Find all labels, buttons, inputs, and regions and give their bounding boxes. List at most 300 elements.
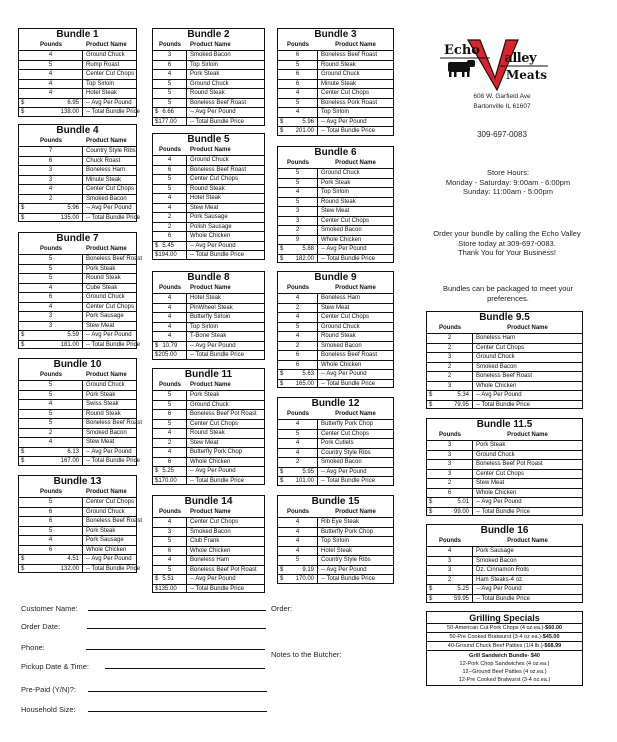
item-product: Round Steak bbox=[86, 410, 121, 417]
total-price-row bbox=[427, 507, 582, 517]
bundle-item-row bbox=[19, 175, 136, 185]
total-price-row bbox=[427, 594, 582, 604]
item-product: Center Cut Chops bbox=[321, 90, 370, 96]
avg-per-pound-row-value bbox=[153, 242, 187, 251]
item-product: Boneless Beef Roast bbox=[86, 256, 143, 262]
bundle-item-row bbox=[153, 555, 264, 565]
item-product: Whole Chicken bbox=[86, 546, 127, 553]
item-pounds: 3 bbox=[19, 312, 83, 321]
item-pounds: 5 bbox=[278, 198, 318, 207]
total-price-row-value bbox=[19, 565, 83, 573]
item-pounds: 5 bbox=[19, 410, 83, 419]
item-product: Ground Chuck bbox=[190, 80, 229, 87]
grill-item-text: 50-American Cut Pork Chops (4 oz.ea.)- bbox=[447, 625, 546, 631]
bundle-item-row bbox=[278, 429, 393, 439]
bundle-item-row bbox=[427, 469, 582, 479]
item-pounds: 3 bbox=[427, 460, 473, 469]
item-product: Butterfly Pork Chop bbox=[190, 449, 243, 455]
store-hours bbox=[425, 168, 591, 197]
item-pounds: 4 bbox=[153, 294, 187, 303]
price-value: 10.79 bbox=[162, 342, 178, 349]
item-pounds: 6 bbox=[19, 508, 83, 517]
bundle-item-row bbox=[19, 507, 136, 517]
avg-per-pound-row bbox=[427, 584, 582, 594]
bundle-item-row bbox=[427, 362, 582, 372]
bundle-item-row bbox=[278, 341, 393, 351]
notes-label: Notes to the Butcher: bbox=[271, 650, 342, 659]
price-value: 194.00 bbox=[158, 252, 177, 258]
item-pounds: 6 bbox=[153, 410, 187, 419]
item-product: Hotel Steak bbox=[321, 547, 353, 554]
item-pounds: 6 bbox=[19, 546, 83, 555]
product-header: Product Name bbox=[335, 42, 376, 48]
avg-per-pound-row-value bbox=[153, 342, 187, 351]
item-pounds: 4 bbox=[153, 313, 187, 322]
item-pounds: 3 bbox=[278, 217, 318, 226]
bundle-item-row bbox=[153, 322, 264, 332]
phone-field[interactable] bbox=[86, 649, 265, 650]
item-product: Smoked Bacon bbox=[86, 195, 127, 202]
price-value: 4.51 bbox=[67, 556, 79, 562]
item-product: Ground Chuck bbox=[86, 508, 125, 515]
product-header: Product Name bbox=[335, 509, 376, 515]
item-product: Ground Chuck bbox=[86, 382, 125, 388]
total-price-row-value bbox=[19, 108, 83, 116]
bundle-header-row bbox=[153, 381, 264, 390]
bundle-item-row bbox=[427, 478, 582, 488]
bundle-item-row bbox=[19, 283, 136, 293]
avg-per-pound-row-label: -- Avg Per Pound bbox=[321, 246, 367, 252]
prepaid-field[interactable] bbox=[88, 691, 267, 692]
item-pounds: 6 bbox=[153, 61, 187, 70]
bundle-item-row bbox=[153, 79, 264, 89]
currency-symbol: $ bbox=[155, 477, 159, 484]
currency-symbol: $ bbox=[21, 332, 25, 338]
total-price-row-value bbox=[19, 341, 83, 349]
currency-symbol: $ bbox=[280, 478, 284, 484]
price-value: 177.00 bbox=[158, 118, 177, 125]
order-date-field[interactable] bbox=[87, 628, 266, 629]
bundle-item-row bbox=[278, 360, 393, 370]
item-product: Chuck Roast bbox=[86, 157, 121, 164]
item-product: Boneless Beef Roast bbox=[321, 52, 378, 58]
item-product: Pork Steak bbox=[476, 442, 506, 448]
bundle-item-row bbox=[153, 312, 264, 322]
total-price-row-label: -- Total Bundle Price bbox=[86, 109, 140, 115]
avg-per-pound-row bbox=[153, 466, 264, 476]
item-pounds: 4 bbox=[278, 188, 318, 197]
item-pounds: 4 bbox=[19, 89, 83, 98]
avg-per-pound-row bbox=[278, 117, 393, 127]
avg-per-pound-row-value bbox=[19, 555, 83, 564]
total-price-row-label: -- Total Bundle Price bbox=[321, 478, 375, 484]
avg-per-pound-row bbox=[278, 244, 393, 254]
total-price-row-label: -- Total Bundle Price bbox=[321, 128, 375, 134]
avg-per-pound-row-value bbox=[278, 370, 318, 379]
item-pounds: 5 bbox=[19, 498, 83, 507]
item-product: Country Style Ribs bbox=[321, 557, 371, 563]
avg-per-pound-row-value bbox=[278, 468, 318, 477]
product-header: Product Name bbox=[190, 382, 231, 388]
price-value: 79.95 bbox=[453, 401, 469, 408]
bundle-title: Bundle 10 bbox=[53, 359, 102, 370]
item-pounds: 3 bbox=[153, 528, 187, 537]
item-product: Boneless Ham bbox=[86, 167, 126, 173]
currency-symbol: $ bbox=[21, 556, 25, 562]
item-product: Minute Steak bbox=[321, 80, 357, 87]
item-product: T-Bone Steak bbox=[190, 333, 227, 339]
bundle-item-row bbox=[278, 98, 393, 108]
item-pounds: 2 bbox=[153, 439, 187, 448]
logo-text-echo: Echo bbox=[444, 43, 480, 58]
total-price-row bbox=[278, 126, 393, 136]
item-product: Whole Chicken bbox=[190, 233, 231, 239]
item-product: Whole Chicken bbox=[321, 361, 362, 368]
total-price-row-label: -- Total Bundle Price bbox=[86, 565, 140, 572]
bundle-item-row bbox=[153, 428, 264, 438]
bundle-item-row bbox=[19, 535, 136, 545]
item-pounds: 5 bbox=[19, 265, 83, 274]
total-price-row bbox=[19, 564, 140, 574]
packaging-line-1: Bundles can be packaged to meet your bbox=[442, 284, 574, 293]
bundle-item-row bbox=[278, 350, 393, 360]
bundle-item-row bbox=[19, 273, 136, 283]
item-product: Swiss Steak bbox=[86, 401, 119, 407]
item-pounds: 5 bbox=[153, 566, 187, 575]
item-pounds: 4 bbox=[278, 528, 318, 537]
hours-title: Store Hours: bbox=[486, 168, 530, 177]
bundle-header-row bbox=[153, 284, 264, 293]
item-pounds: 4 bbox=[19, 70, 83, 79]
avg-per-pound-row-label: -- Avg Per Pound bbox=[321, 566, 367, 573]
price-value: 5.45 bbox=[162, 242, 175, 249]
bundle-item-row bbox=[278, 79, 393, 89]
item-product: Center Cut Chops bbox=[86, 303, 135, 310]
item-pounds: 2 bbox=[427, 576, 473, 585]
total-price-row-value bbox=[427, 401, 473, 409]
item-pounds: 4 bbox=[153, 556, 187, 565]
item-pounds: 3 bbox=[427, 382, 473, 391]
price-value: 5.63 bbox=[302, 371, 314, 377]
price-value: 138.00 bbox=[60, 109, 79, 115]
currency-symbol: $ bbox=[155, 252, 159, 258]
price-value: 182.00 bbox=[295, 255, 314, 262]
currency-symbol: $ bbox=[155, 118, 159, 125]
product-header: Product Name bbox=[190, 509, 231, 515]
item-product: Center Cut Chops bbox=[86, 71, 135, 77]
packaging-note bbox=[425, 284, 591, 303]
currency-symbol: $ bbox=[280, 128, 284, 134]
product-header: Product Name bbox=[507, 325, 548, 331]
item-product: Boneless Beef Roast bbox=[476, 373, 533, 379]
bundle-15-table bbox=[277, 495, 394, 584]
item-product: Boneless Beef Roast bbox=[86, 420, 143, 426]
item-product: Hotel Steak bbox=[86, 90, 118, 96]
item-pounds: 6 bbox=[278, 361, 318, 370]
bundle-item-row bbox=[19, 165, 136, 175]
bundle-item-row bbox=[427, 488, 582, 498]
bundle-title: Bundle 5 bbox=[187, 134, 230, 145]
price-value: 5.96 bbox=[67, 205, 79, 211]
bundle-item-row bbox=[278, 457, 393, 467]
bundle-item-row bbox=[153, 438, 264, 448]
item-pounds: 4 bbox=[153, 70, 187, 79]
bundle-item-row bbox=[153, 231, 264, 241]
item-pounds: 2 bbox=[427, 363, 473, 372]
item-product: Ground Chuck bbox=[321, 323, 360, 330]
item-pounds: 4 bbox=[427, 547, 473, 556]
item-pounds: 5 bbox=[278, 323, 318, 332]
currency-symbol: $ bbox=[429, 586, 433, 592]
bundle-item-row bbox=[153, 184, 264, 194]
price-value: 5.01 bbox=[457, 499, 469, 505]
bundle-title: Bundle 8 bbox=[187, 272, 230, 283]
item-product: PinWheel Steak bbox=[190, 304, 233, 311]
total-price-row-value bbox=[278, 575, 318, 583]
bundle-item-row bbox=[153, 165, 264, 175]
bundle-item-row bbox=[153, 390, 264, 400]
avg-per-pound-row bbox=[19, 330, 136, 340]
item-pounds: 4 bbox=[19, 185, 83, 194]
item-product: Whole Chicken bbox=[190, 547, 231, 554]
item-product: Country Style Ribs bbox=[86, 148, 136, 154]
bundle-item-row bbox=[278, 168, 393, 178]
item-pounds: 2 bbox=[153, 213, 187, 222]
item-product: Center Cut Chops bbox=[86, 499, 135, 505]
item-pounds: 2 bbox=[427, 372, 473, 381]
item-product: Stew Meat bbox=[190, 204, 219, 211]
price-value: 165.00 bbox=[295, 380, 314, 387]
currency-symbol: $ bbox=[21, 341, 25, 348]
item-product: Smoked Bacon bbox=[190, 528, 231, 535]
item-pounds: 2 bbox=[278, 342, 318, 351]
item-pounds: 4 bbox=[278, 537, 318, 546]
item-pounds: 3 bbox=[427, 353, 473, 362]
item-product: Round Steak bbox=[86, 275, 121, 281]
pounds-header: Pounds bbox=[439, 432, 461, 438]
bundle-item-row bbox=[19, 146, 136, 156]
bundle-header-row bbox=[19, 137, 136, 146]
customer-name-label: Customer Name: bbox=[21, 604, 78, 613]
pounds-header: Pounds bbox=[439, 325, 461, 331]
avg-per-pound-row-value bbox=[153, 108, 187, 117]
avg-per-pound-row-label: -- Avg Per Pound bbox=[86, 332, 132, 338]
item-product: Boneless Beef Roast bbox=[86, 518, 143, 524]
bundle-title: Bundle 14 bbox=[184, 496, 233, 507]
item-product: Hotel Steak bbox=[190, 295, 222, 301]
bundle-title: Bundle 15 bbox=[311, 496, 360, 507]
bundle-header-row bbox=[278, 410, 393, 419]
item-pounds: 4 bbox=[153, 194, 187, 203]
bundle-item-row bbox=[278, 187, 393, 197]
item-product: Pork Steak bbox=[86, 527, 116, 534]
avg-per-pound-row-label: -- Avg Per Pound bbox=[190, 109, 236, 115]
price-value: 167.00 bbox=[60, 458, 79, 464]
item-pounds: 2 bbox=[278, 458, 318, 467]
item-product: Smoked Bacon bbox=[321, 342, 362, 349]
avg-per-pound-row-label: -- Avg Per Pound bbox=[190, 576, 236, 582]
item-product: Boneless Ham bbox=[190, 557, 230, 563]
product-header: Product Name bbox=[190, 147, 231, 153]
price-value: 181.00 bbox=[60, 341, 79, 348]
bundle-item-row bbox=[153, 88, 264, 98]
item-pounds: 6 bbox=[278, 70, 318, 79]
item-product: Boneless Beef Roast bbox=[190, 99, 247, 106]
item-pounds: 3 bbox=[19, 166, 83, 175]
item-pounds: 4 bbox=[278, 332, 318, 341]
bundle-item-row bbox=[19, 526, 136, 536]
item-product: Ground Chuck bbox=[190, 157, 229, 163]
total-price-row-label: -- Total Bundle Price bbox=[321, 255, 375, 262]
avg-per-pound-row-value bbox=[427, 498, 473, 507]
item-product: Butterfly Pork Chop bbox=[321, 421, 374, 427]
bundle-header-row bbox=[427, 431, 582, 440]
pickup-field[interactable] bbox=[105, 668, 265, 669]
avg-per-pound-row bbox=[153, 574, 264, 584]
product-header: Product Name bbox=[190, 285, 231, 291]
total-price-row-value bbox=[19, 214, 83, 222]
bundle-9-5-table bbox=[426, 311, 583, 409]
total-price-row-value bbox=[278, 477, 318, 485]
bundle-item-row bbox=[153, 50, 264, 60]
item-pounds: 2 bbox=[153, 223, 187, 232]
household-field[interactable] bbox=[88, 711, 267, 712]
currency-symbol: $ bbox=[155, 242, 159, 249]
bundle-12-table bbox=[277, 397, 394, 486]
pounds-header: Pounds bbox=[439, 538, 461, 544]
bundle-header-row bbox=[427, 537, 582, 546]
pounds-header: Pounds bbox=[159, 382, 181, 388]
item-pounds: 2 bbox=[19, 429, 83, 438]
item-pounds: 5 bbox=[19, 274, 83, 283]
total-price-row bbox=[278, 379, 393, 389]
bundle-item-row bbox=[19, 184, 136, 194]
avg-per-pound-row bbox=[19, 98, 136, 108]
avg-per-pound-row bbox=[153, 241, 264, 251]
bundle-item-row bbox=[427, 381, 582, 391]
bundle-item-row bbox=[153, 303, 264, 313]
currency-symbol: $ bbox=[21, 205, 25, 211]
currency-symbol: $ bbox=[429, 392, 433, 398]
item-pounds: 5 bbox=[153, 175, 187, 184]
total-price-row bbox=[278, 574, 393, 584]
customer-name-field[interactable] bbox=[88, 610, 266, 611]
price-value: 5.95 bbox=[302, 468, 314, 475]
bundle-item-row bbox=[153, 212, 264, 222]
pounds-header: Pounds bbox=[40, 246, 62, 252]
item-pounds: 6 bbox=[19, 157, 83, 166]
item-pounds: 3 bbox=[153, 51, 187, 60]
item-product: Round Steak bbox=[321, 333, 356, 339]
item-pounds: 7 bbox=[19, 147, 83, 156]
item-pounds: 4 bbox=[153, 323, 187, 332]
item-pounds: 3 bbox=[19, 176, 83, 185]
bundle-item-row bbox=[278, 197, 393, 207]
item-pounds: 4 bbox=[278, 313, 318, 322]
price-value: 5.88 bbox=[302, 246, 314, 252]
avg-per-pound-row-label: -- Avg Per Pound bbox=[321, 371, 367, 377]
order-date-label: Order Date: bbox=[21, 622, 61, 631]
bundle-5-table bbox=[152, 133, 265, 260]
item-product: Stew Meat bbox=[86, 322, 115, 329]
pounds-header: Pounds bbox=[287, 411, 309, 417]
item-pounds: 6 bbox=[153, 232, 187, 241]
bundle-header-row bbox=[278, 284, 393, 293]
bundle-header-row bbox=[19, 41, 136, 50]
cow-icon bbox=[448, 60, 475, 77]
total-price-row-label: -- Total Bundle Price bbox=[476, 401, 530, 408]
item-pounds: 6 bbox=[153, 166, 187, 175]
currency-symbol: $ bbox=[21, 214, 25, 221]
item-product: Stew Meat bbox=[86, 439, 115, 445]
product-header: Product Name bbox=[507, 538, 548, 544]
bundle-item-row bbox=[278, 50, 393, 60]
price-value: 5.96 bbox=[302, 118, 314, 125]
bundle-item-row bbox=[153, 155, 264, 165]
item-pounds: 4 bbox=[278, 449, 318, 458]
bundle-item-row bbox=[19, 390, 136, 400]
item-product: Pork Steak bbox=[86, 391, 116, 398]
total-price-row bbox=[19, 340, 140, 350]
item-product: Boneless Pork Roast bbox=[321, 99, 378, 106]
bundle-item-row bbox=[153, 293, 264, 303]
item-pounds: 5 bbox=[278, 99, 318, 108]
order-label: Order: bbox=[271, 604, 293, 613]
total-price-row bbox=[278, 476, 393, 486]
avg-per-pound-row-label: -- Avg Per Pound bbox=[476, 499, 522, 505]
price-value: 201.00 bbox=[295, 128, 314, 134]
address-line-2: Bartonville IL 61607 bbox=[473, 103, 531, 110]
price-value: 132.00 bbox=[60, 565, 79, 572]
total-price-row-value bbox=[278, 127, 318, 135]
bundle-item-row bbox=[153, 60, 264, 70]
avg-per-pound-row bbox=[278, 467, 393, 477]
price-value: 135.00 bbox=[158, 585, 177, 592]
item-pounds: 5 bbox=[19, 255, 83, 264]
bundle-16-table bbox=[426, 524, 583, 603]
currency-symbol: $ bbox=[155, 576, 159, 582]
item-pounds: 4 bbox=[278, 420, 318, 429]
currency-symbol: $ bbox=[21, 565, 25, 572]
item-pounds: 5 bbox=[278, 61, 318, 70]
item-product: Stew Meat bbox=[321, 208, 350, 214]
item-pounds: 6 bbox=[19, 517, 83, 526]
item-pounds: 4 bbox=[278, 518, 318, 527]
bundle-header-row bbox=[153, 146, 264, 155]
item-pounds: 2 bbox=[19, 195, 83, 204]
item-product: Smoked Bacon bbox=[321, 459, 362, 465]
bundle-item-row bbox=[153, 457, 264, 467]
grill-item-text: 40-Ground Chuck Beef Patties (1/4 lb.)- bbox=[447, 643, 545, 649]
item-pounds: 4 bbox=[19, 284, 83, 293]
avg-per-pound-row bbox=[19, 203, 136, 213]
bundle-item-row bbox=[19, 516, 143, 526]
price-value: 101.00 bbox=[295, 478, 314, 484]
total-price-row-label: -- Total Bundle Price bbox=[321, 380, 375, 387]
item-product: Round Steak bbox=[190, 185, 225, 192]
order-line-2: Store today at 309-697-0083. bbox=[458, 238, 556, 248]
bundle-item-row bbox=[278, 293, 393, 303]
bundle-item-row bbox=[19, 497, 136, 507]
total-price-row bbox=[153, 584, 264, 594]
item-pounds: 6 bbox=[278, 80, 318, 89]
total-price-row bbox=[427, 400, 582, 410]
item-product: Center Cut Chops bbox=[190, 176, 239, 182]
bundle-item-row bbox=[427, 333, 582, 343]
bundle-item-row bbox=[19, 156, 136, 166]
total-price-row-value bbox=[278, 255, 318, 263]
currency-symbol: $ bbox=[280, 371, 284, 377]
